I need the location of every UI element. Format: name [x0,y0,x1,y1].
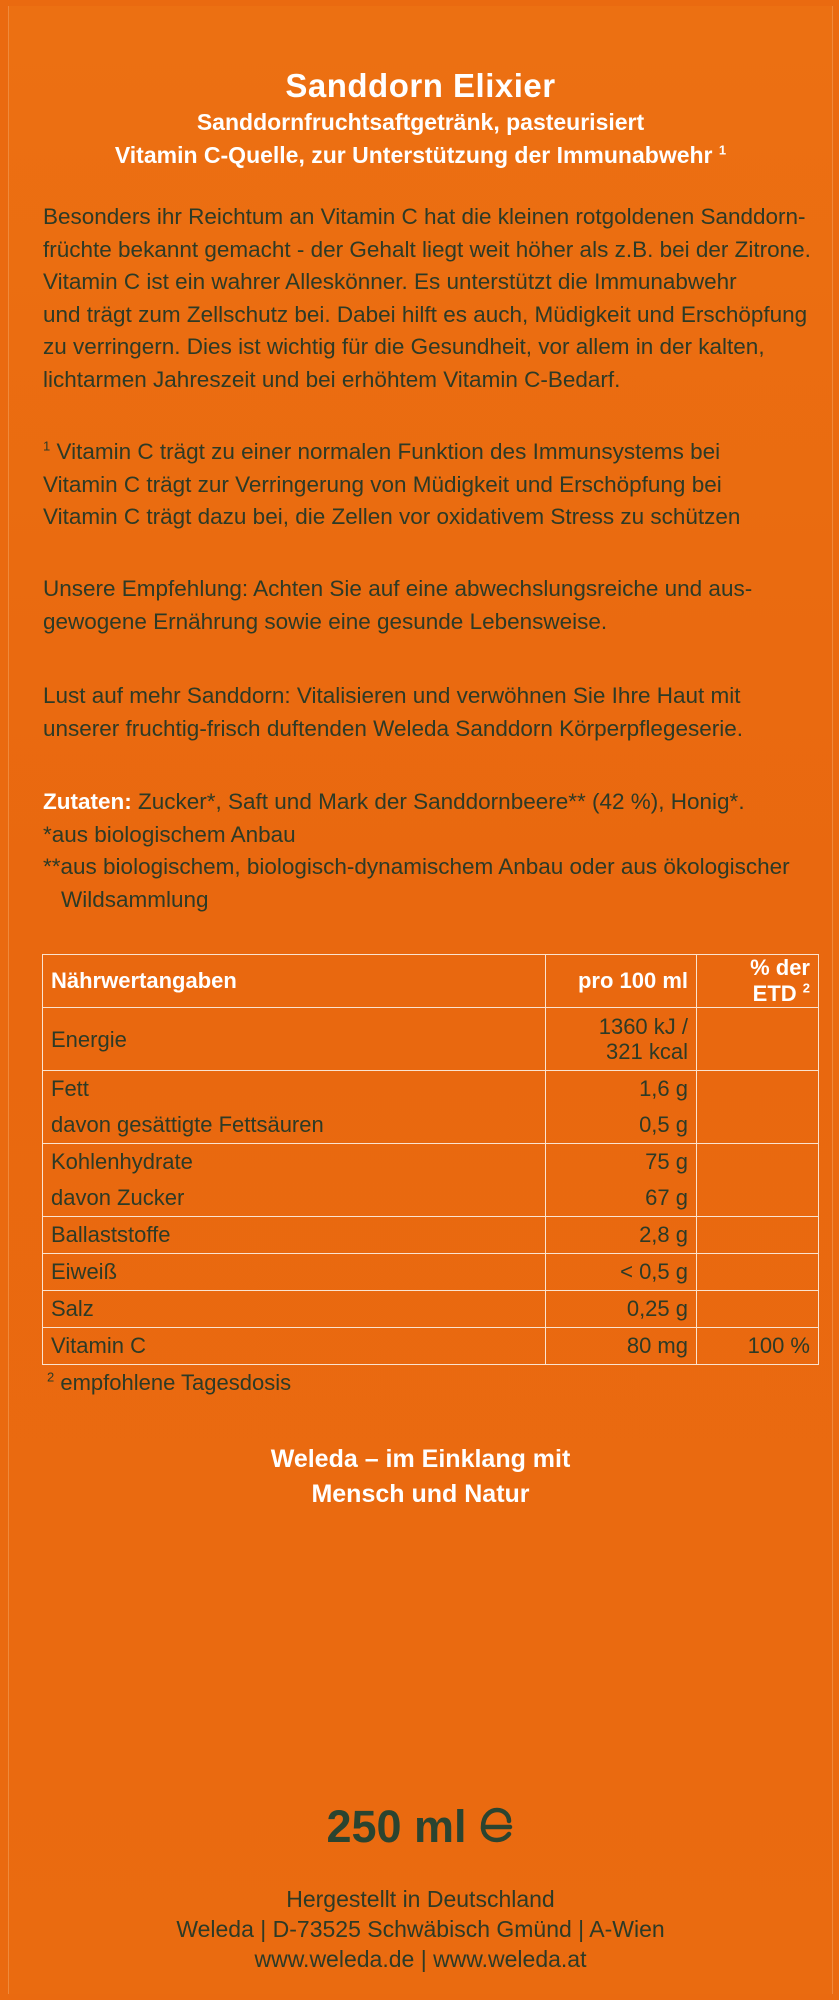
footer-line: www.weleda.de | www.weleda.at [254,1946,587,1972]
nutrition-header-per: pro 100 ml [546,955,697,1008]
intro-line: und trägt zum Zellschutz bei. Dabei hilft es auch, Müdigkeit und Erschöpfung [43,301,808,327]
skincare-paragraph [43,680,823,745]
slogan-line: Mensch und Natur [311,1480,530,1508]
nutrition-etd [697,1144,819,1181]
recommendation-line: Unsere Empfehlung: Achten Sie auf eine abwechslungsreiche und aus- [43,576,753,601]
ingredients-note: *aus biologischem Anbau [43,821,296,847]
nutrition-value: 2,8 g [546,1217,697,1254]
nutrition-name: Eiweiß [43,1254,546,1291]
nutrition-name: davon Zucker [43,1180,546,1217]
slogan-line: Weleda – im Einklang mit [270,1445,571,1473]
nutrition-table [42,954,819,1365]
footnote-2 [47,1370,291,1396]
nutrition-value: 1,6 g [546,1071,697,1108]
nutrition-name: davon gesättigte Fettsäuren [43,1107,546,1144]
intro-paragraph [43,201,823,396]
intro-line: Vitamin C ist ein wahrer Alleskönner. Es unterstützt die Immunabwehr [43,269,737,294]
nutrition-value: 67 g [546,1180,697,1217]
intro-line: lichtarmen Jahreszeit und bei erhöhtem Vitamin C-Bedarf. [43,366,621,392]
nutrition-etd: 100 % [697,1328,819,1365]
nutrition-name: Ballaststoffe [43,1217,546,1254]
footnote-2-text: empfohlene Tagesdosis [60,1370,292,1395]
product-title: Sanddorn Elixier [285,67,556,104]
footnote-1-line [43,436,823,469]
product-claim-sup: 1 [718,142,727,158]
nutrition-value: < 0,5 g [546,1254,697,1291]
brand-slogan [9,1442,832,1512]
footnote-2-sup: 2 [47,1369,55,1385]
volume-text: 250 ml [326,1801,467,1852]
footnote-1-sup: 1 [43,438,51,454]
ingredients [43,786,823,916]
ingredients-line [43,786,823,819]
ingredients-note: Wildsammlung [61,886,209,912]
estimated-e-icon [477,1804,515,1856]
nutrition-value [546,1008,697,1071]
nutrition-name: Kohlenhydrate [43,1144,546,1181]
nutrition-etd [697,1107,819,1144]
footnote-1-text: Vitamin C trägt zu einer normalen Funktion des Immunsystems bei [56,439,721,464]
nutrition-header-etd-sup: 2 [802,980,810,996]
volume [9,1801,832,1856]
nutrition-name: Energie [43,1008,546,1071]
product-claim [9,139,832,172]
intro-line: Besonders ihr Reichtum an Vitamin C hat die kleinen rotgoldenen Sanddorn- [43,204,806,229]
nutrition-row-saturated [43,1107,819,1144]
footer-line: Hergestellt in Deutschland [286,1886,555,1912]
nutrition-etd [697,1291,819,1328]
nutrition-name: Fett [43,1071,546,1108]
nutrition-header-name: Nährwertangaben [43,955,546,1008]
nutrition-row-protein [43,1254,819,1291]
skincare-line: unserer fruchtig-frisch duftenden Weleda Sanddorn Körperpflegeserie. [43,715,743,741]
ingredients-text: Zucker*, Saft und Mark der Sanddornbeere** (42 %), Honig*. [131,789,745,814]
energy-kj: 1360 kJ / [598,1014,688,1039]
nutrition-row-energy [43,1008,819,1071]
nutrition-etd [697,1071,819,1108]
nutrition-etd [697,1008,819,1071]
product-subtitle: Sanddornfruchtsaftgetränk, pasteurisiert [196,109,645,135]
nutrition-value: 75 g [546,1144,697,1181]
nutrition-etd [697,1254,819,1291]
nutrition-row-vitamin-c [43,1328,819,1365]
nutrition-row-salt [43,1291,819,1328]
footnote-1-line: Vitamin C trägt zur Verringerung von Müdigkeit und Erschöpfung bei [43,471,722,497]
skincare-line: Lust auf mehr Sanddorn: Vitalisieren und verwöhnen Sie Ihre Haut mit [43,683,741,708]
nutrition-name: Salz [43,1291,546,1328]
footer-line: Weleda | D-73525 Schwäbisch Gmünd | A-Wien [176,1916,665,1942]
nutrition-etd [697,1180,819,1217]
nutrition-row-fat [43,1071,819,1108]
nutrition-value: 0,25 g [546,1291,697,1328]
energy-kcal: 321 kcal [606,1039,688,1064]
nutrition-name: Vitamin C [43,1328,546,1365]
nutrition-header-etd-text: % der ETD [750,955,810,1006]
nutrition-value: 0,5 g [546,1107,697,1144]
ingredients-label: Zutaten: [43,789,132,814]
nutrition-row-carbs [43,1144,819,1181]
nutrition-value: 80 mg [546,1328,697,1365]
nutrition-row-fiber [43,1217,819,1254]
footnote-1 [43,436,823,534]
manufacturer-info [9,1884,832,1974]
header [9,66,832,172]
nutrition-row-sugar [43,1180,819,1217]
ingredients-note: **aus biologischem, biologisch-dynamischem Anbau oder aus ökologischer [43,854,790,879]
recommendation-line: gewogene Ernährung sowie eine gesunde Lebensweise. [43,608,608,634]
label-panel [8,6,833,1994]
nutrition-header-etd [697,955,819,1008]
intro-line: zu verringern. Dies ist wichtig für die Gesundheit, vor allem in der kalten, [43,334,765,359]
intro-line: früchte bekannt gemacht - der Gehalt liegt weit höher als z.B. bei der Zitrone. [43,236,811,262]
footnote-1-line: Vitamin C trägt dazu bei, die Zellen vor oxidativem Stress zu schützen [43,504,741,529]
product-claim-text: Vitamin C-Quelle, zur Unterstützung der Immunabwehr [114,142,713,168]
nutrition-etd [697,1217,819,1254]
recommendation-paragraph [43,573,823,638]
nutrition-header-row [43,955,819,1008]
